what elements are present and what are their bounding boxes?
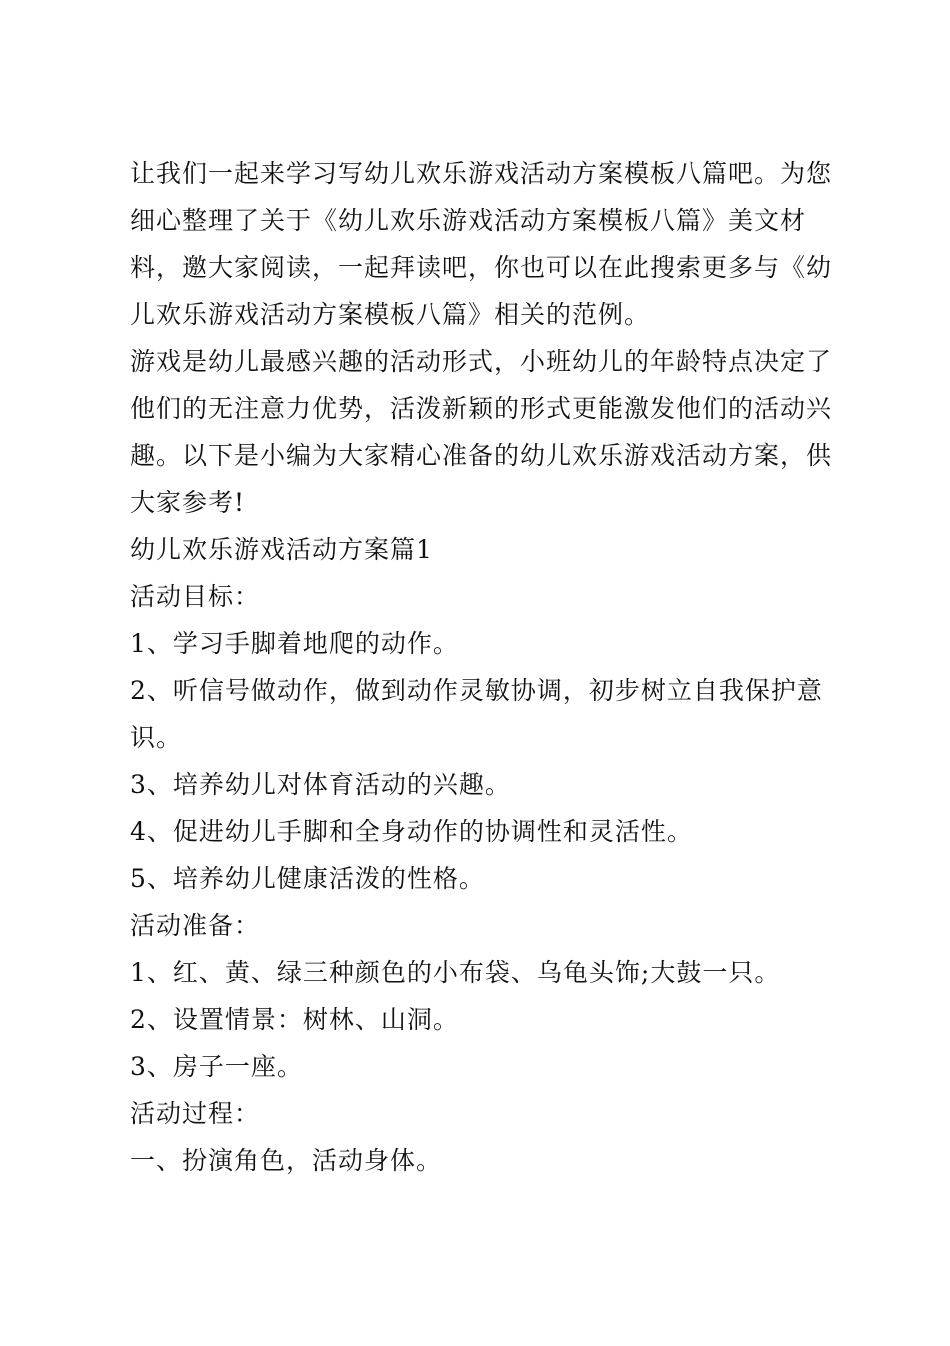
paragraph-line: 他们的无注意力优势，活泼新颖的形式更能激发他们的活动兴 [130, 394, 833, 423]
intro-line: 让我们一起来学习写幼儿欢乐游戏活动方案模板八篇吧。为您 [130, 159, 833, 188]
intro-line: 细心整理了关于《幼儿欢乐游戏活动方案模板八篇》美文材 [130, 206, 807, 235]
goal-item: 2、听信号做动作，做到动作灵敏协调，初步树立自我保护意 [130, 676, 823, 705]
goal-item: 3、培养幼儿对体育活动的兴趣。 [130, 770, 511, 799]
paragraph-line: 趣。以下是小编为大家精心准备的幼儿欢乐游戏活动方案，供 [130, 441, 833, 470]
prep-item: 3、房子一座。 [130, 1052, 303, 1081]
goal-item: 1、学习手脚着地爬的动作。 [130, 629, 459, 658]
document-body [130, 150, 833, 1184]
goal-item: 5、培养幼儿健康活泼的性格。 [130, 864, 485, 893]
intro-line: 料，邀大家阅读，一起拜读吧，你也可以在此搜索更多与《幼 [130, 253, 833, 282]
paragraph-line: 游戏是幼儿最感兴趣的活动形式，小班幼儿的年龄特点决定了 [130, 347, 833, 376]
intro-line: 儿欢乐游戏活动方案模板八篇》相关的范例。 [130, 300, 651, 329]
goals-heading: 活动目标： [130, 582, 261, 611]
goal-item: 4、促进幼儿手脚和全身动作的协调性和灵活性。 [130, 817, 693, 846]
process-heading: 活动过程： [130, 1099, 261, 1128]
goal-item: 识。 [130, 723, 183, 752]
prep-heading: 活动准备： [130, 911, 261, 940]
prep-item: 1、红、黄、绿三种颜色的小布袋、乌龟头饰;大鼓一只。 [130, 958, 781, 987]
prep-item: 2、设置情景：树林、山洞。 [130, 1005, 459, 1034]
section-title: 幼儿欢乐游戏活动方案篇1 [130, 535, 433, 564]
process-item: 一、扮演角色，活动身体。 [130, 1146, 443, 1175]
paragraph-line: 大家参考! [130, 488, 246, 517]
